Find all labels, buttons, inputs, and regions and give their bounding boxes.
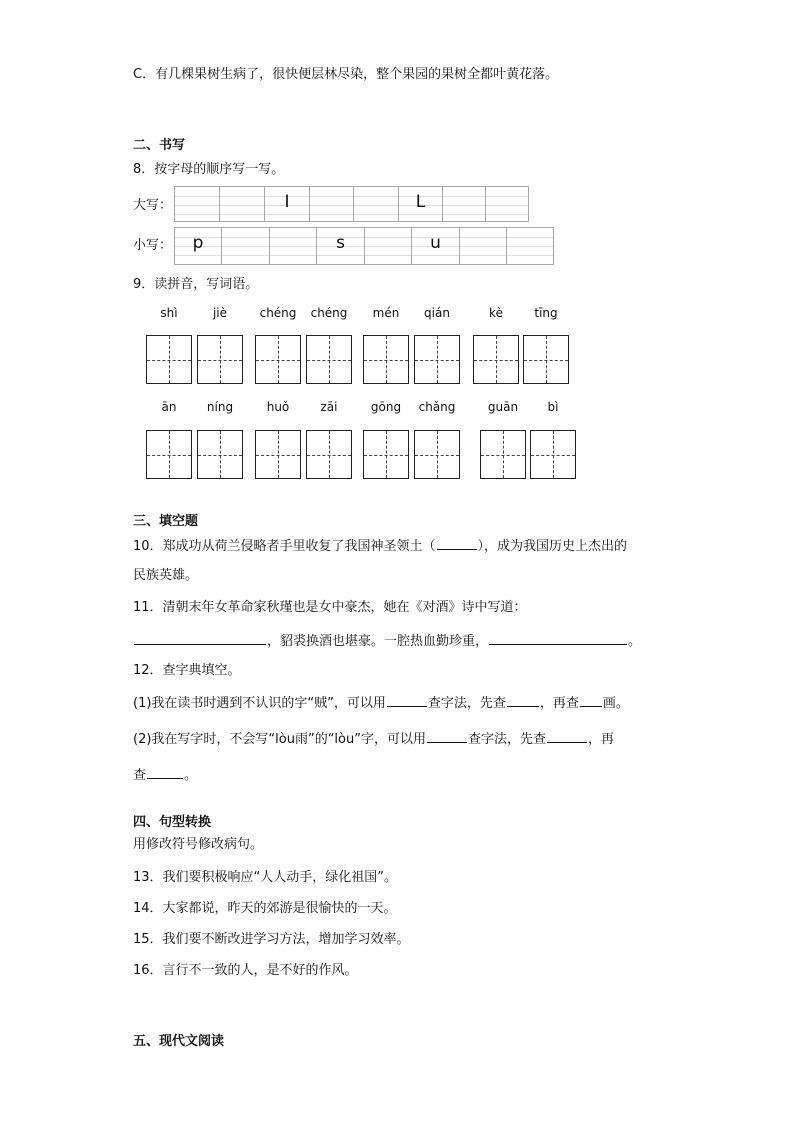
pinyin-label: jiè <box>212 306 228 320</box>
q12-1-blank-1[interactable] <box>387 693 427 707</box>
lowercase-cell[interactable] <box>175 228 222 264</box>
lowercase-letter: s <box>336 233 345 253</box>
q10-line2: 民族英雄。 <box>133 568 199 583</box>
uppercase-grid <box>174 186 529 222</box>
row2-writing-box[interactable] <box>146 430 192 479</box>
pinyin-label: bì <box>547 400 559 414</box>
q11-line2 <box>133 631 641 651</box>
q12-3-text-b: 。 <box>184 768 198 783</box>
q12-1-text-a: (1)我在读书时遇到不认识的字“贼”，可以用 <box>133 696 386 711</box>
pinyin-label: chéng <box>259 306 297 320</box>
uppercase-letter: I <box>284 192 290 212</box>
uppercase-cell[interactable] <box>399 187 443 221</box>
q12-1-blank-2[interactable] <box>507 693 539 707</box>
question-14: 14．大家都说，昨天的郊游是很愉快的一天。 <box>133 901 397 916</box>
uppercase-cell[interactable] <box>443 187 486 221</box>
question-15: 15．我们要不断改进学习方法，增加学习效率。 <box>133 932 410 947</box>
q12-1-text-c: ，再查 <box>539 696 579 711</box>
pinyin-label: qián <box>424 306 450 320</box>
q11-blank-1[interactable] <box>134 631 266 645</box>
q10-blank[interactable] <box>437 536 477 550</box>
q10-text-b: ），成为我国历史上杰出的 <box>477 539 628 554</box>
question-16: 16．言行不一致的人，是不好的作风。 <box>133 963 358 978</box>
uppercase-cell[interactable] <box>310 187 354 221</box>
pinyin-label: zāi <box>320 400 338 414</box>
row1-writing-box[interactable] <box>363 335 409 384</box>
row1-writing-box[interactable] <box>473 335 519 384</box>
row2-writing-box[interactable] <box>530 430 576 479</box>
row2-writing-box[interactable] <box>480 430 526 479</box>
row1-writing-box[interactable] <box>523 335 569 384</box>
q10-text-a: 10．郑成功从荷兰侵略者手里收复了我国神圣领土（ <box>133 539 436 554</box>
row1-writing-box[interactable] <box>255 335 301 384</box>
q12-3-blank[interactable] <box>147 765 183 779</box>
uppercase-cell[interactable] <box>175 187 220 221</box>
pinyin-label: chéng <box>310 306 348 320</box>
section-title-writing: 二、书写 <box>133 138 186 153</box>
pinyin-label: gōng <box>370 400 402 414</box>
row2-writing-box[interactable] <box>197 430 243 479</box>
question-9: 9．读拼音，写词语。 <box>133 277 259 292</box>
lower-label: 小写： <box>133 238 173 253</box>
lowercase-letter: u <box>430 233 441 253</box>
lowercase-cell[interactable] <box>412 228 460 264</box>
q12-1-text-b: 查字法，先查 <box>427 696 506 711</box>
lowercase-letter: p <box>192 233 204 253</box>
pinyin-label: guān <box>487 400 519 414</box>
pinyin-label: huǒ <box>266 400 290 414</box>
question-11: 11．清朝末年女革命家秋瑾也是女中豪杰，她在《对酒》诗中写道： <box>133 600 527 615</box>
section-4-intro: 用修改符号修改病句。 <box>133 837 264 852</box>
option-c: C．有几棵果树生病了，很快便层林尽染，整个果园的果树全都叶黄花落。 <box>133 67 559 82</box>
pinyin-label: shì <box>160 306 178 320</box>
lowercase-cell[interactable] <box>317 228 365 264</box>
row1-writing-box[interactable] <box>306 335 352 384</box>
q12-2-blank-2[interactable] <box>547 729 587 743</box>
q12-3-text-a: 查 <box>133 768 147 783</box>
q12-2-text-a: (2)我在写字时，不会写“lòu雨”的“lòu”字，可以用 <box>133 732 426 747</box>
section-title-fill: 三、填空题 <box>133 514 199 529</box>
row1-writing-box[interactable] <box>146 335 192 384</box>
lowercase-cell[interactable] <box>365 228 412 264</box>
q11-blank-2[interactable] <box>489 631 627 645</box>
q11-text: ，貂裘换酒也堪豪。一腔热血勤珍重， <box>267 634 489 649</box>
pinyin-label: tīng <box>534 306 558 320</box>
uppercase-cell[interactable] <box>220 187 265 221</box>
question-10 <box>133 536 627 556</box>
question-13: 13．我们要积极响应“人人动手，绿化祖国”。 <box>133 870 398 885</box>
row1-writing-box[interactable] <box>197 335 243 384</box>
uppercase-cell[interactable] <box>265 187 310 221</box>
q12-1-blank-3[interactable] <box>580 693 602 707</box>
q12-part1 <box>133 693 629 713</box>
q12-2-text-c: ，再 <box>587 732 614 747</box>
q12-part2-line2 <box>133 765 197 785</box>
uppercase-cell[interactable] <box>354 187 399 221</box>
lowercase-cell[interactable] <box>507 228 553 264</box>
q12-2-text-b: 查字法，先查 <box>467 732 546 747</box>
uppercase-letter: L <box>415 192 426 212</box>
q11-end: 。 <box>628 634 642 649</box>
q12-2-blank-1[interactable] <box>427 729 467 743</box>
upper-label: 大写： <box>133 198 173 213</box>
lowercase-grid <box>174 227 554 265</box>
section-title-reading: 五、现代文阅读 <box>133 1034 225 1049</box>
section-title-sentence: 四、句型转换 <box>133 815 212 830</box>
row2-writing-box[interactable] <box>414 430 460 479</box>
pinyin-label: níng <box>206 400 234 414</box>
row2-writing-box[interactable] <box>363 430 409 479</box>
lowercase-cell[interactable] <box>460 228 507 264</box>
row2-writing-box[interactable] <box>255 430 301 479</box>
pinyin-label: ān <box>161 400 177 414</box>
q12-1-text-d: 画。 <box>602 696 629 711</box>
q12-part2 <box>133 729 614 749</box>
pinyin-label: kè <box>489 306 503 320</box>
row2-writing-box[interactable] <box>306 430 352 479</box>
pinyin-label: chǎng <box>418 400 456 414</box>
uppercase-cell[interactable] <box>486 187 528 221</box>
lowercase-cell[interactable] <box>270 228 317 264</box>
row1-writing-box[interactable] <box>414 335 460 384</box>
lowercase-cell[interactable] <box>222 228 270 264</box>
pinyin-label: mén <box>372 306 400 320</box>
question-12: 12．查字典填空。 <box>133 663 241 678</box>
question-8: 8．按字母的顺序写一写。 <box>133 162 285 177</box>
